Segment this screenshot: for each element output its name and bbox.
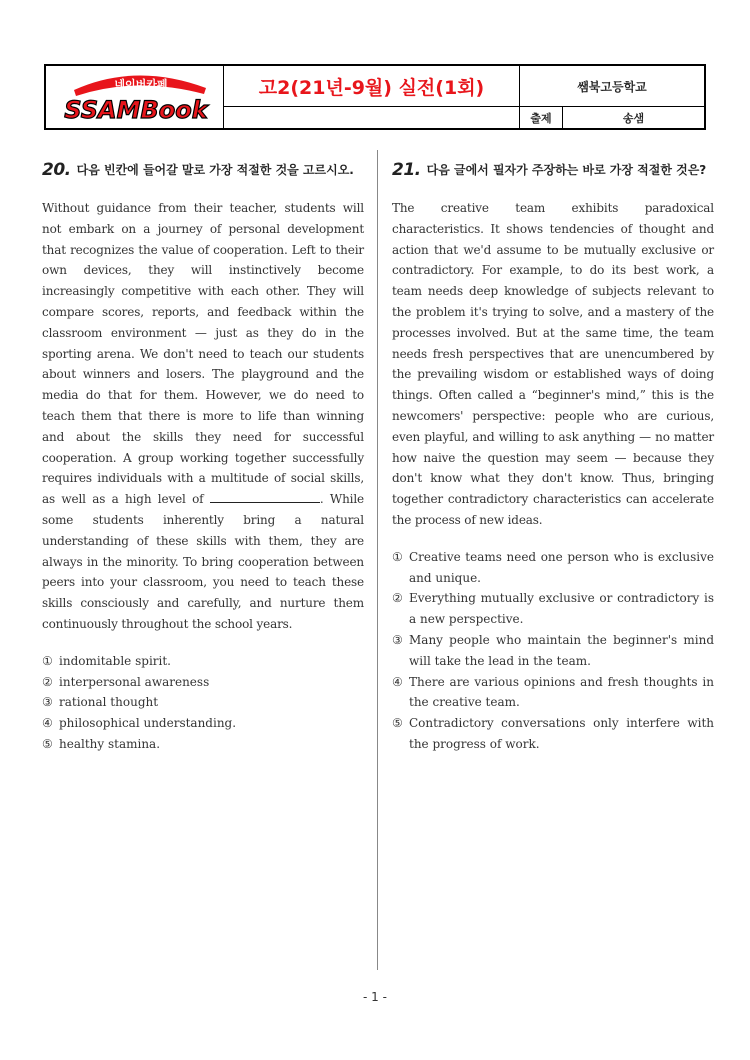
school-name: 쌤북고등학교: [520, 66, 704, 107]
option-2[interactable]: ② Everything mutually exclusive or contradictory is a new perspective.: [392, 591, 714, 627]
author-name: 송샘: [622, 111, 645, 125]
info-cell: [520, 66, 704, 128]
option-3[interactable]: ③ rational thought: [42, 695, 159, 710]
question-number: 21.: [392, 160, 421, 180]
question-20-options: [42, 651, 364, 755]
question-20-head: [42, 160, 364, 180]
title-blank: [224, 107, 519, 128]
option-4[interactable]: ④ There are various opinions and fresh thoughts in the creative team.: [392, 674, 714, 710]
question-21-options: [392, 547, 714, 755]
option-3[interactable]: ③ Many people who maintain the beginner's mind will take the lead in the team.: [392, 632, 714, 668]
author-label: 출제: [520, 107, 563, 128]
passage-after-blank: . While some students inherently bring a natural understanding of these skills with them, they are always in the minority. To bring cooperation between peers into your classroom, you need to teach these skills consciously and carefully, and nurture them continuously throughout the school years.: [42, 492, 365, 631]
option-1[interactable]: ① indomitable spirit.: [42, 653, 171, 668]
question-21-passage: The creative team exhibits paradoxical characteristics. It shows tendencies of thought and action that we'd assume to be mutually exclusive or contradictory. For example, to do its best work, a team needs deep knowledge of subjects relevant to the problem it's trying to solve, and a mastery of the processes involved. But at the same time, the team needs fresh perspectives that are unencumbered by the prevailing wisdom or established ways of doing things. Often called a “beginner's mind,” this is the newcomers' perspective: people who are curious, even playful, and willing to ask anything — no matter how naive the question may seem — because they don't know what they don't know. Thus, bringing together contradictory characteristics can accelerate the process of new ideas.: [392, 201, 714, 527]
option-4[interactable]: ④ philosophical understanding.: [42, 716, 237, 731]
question-prompt: 다음 빈칸에 들어갈 말로 가장 적절한 것을 고르시오.: [76, 163, 354, 177]
option-5[interactable]: ⑤ Contradictory conversations only interfere with the progress of work.: [392, 716, 714, 751]
logo-brand-text: SSAMBook: [64, 96, 208, 124]
exam-title: 고2(21년-9월) 실전(1회): [224, 66, 519, 107]
option-5[interactable]: ⑤ healthy stamina.: [42, 736, 161, 751]
option-1[interactable]: ① Creative teams need one person who is exclusive and unique.: [392, 549, 714, 585]
logo-graphic: [46, 66, 223, 128]
logo-top-text: 네이버카페: [114, 78, 168, 91]
ssambook-logo: [46, 66, 224, 128]
question-20-passage: [42, 198, 364, 635]
column-divider: [377, 150, 378, 970]
exam-header: [44, 64, 706, 130]
author-row: [520, 107, 704, 128]
answer-blank: [210, 490, 320, 503]
option-2[interactable]: ② interpersonal awareness: [42, 674, 210, 689]
page-number: - 1 -: [363, 990, 387, 1004]
question-number: 20.: [42, 160, 71, 180]
title-cell: [224, 66, 520, 128]
question-prompt: 다음 글에서 필자가 주장하는 바로 가장 적절한 것은?: [426, 163, 707, 177]
question-21-head: [392, 160, 714, 180]
passage-before-blank: Without guidance from their teacher, students will not embark on a journey of personal development that recognizes the value of cooperation. Left to their own devices, they will instinctively become increasingly competitive with each other. They will compare scores, reports, and feedback within the classroom environment — just as they do in the sporting arena. We don't need to teach our students about winners and losers. The playground and the media do that for them. However, we do need to teach them that there is more to life than winning and about the skills they need for successful cooperation. A group working together successfully requires individuals with a multitude of social skills, as well as a high level of: [42, 201, 364, 507]
question-21: [392, 160, 714, 755]
question-20: [42, 160, 364, 755]
